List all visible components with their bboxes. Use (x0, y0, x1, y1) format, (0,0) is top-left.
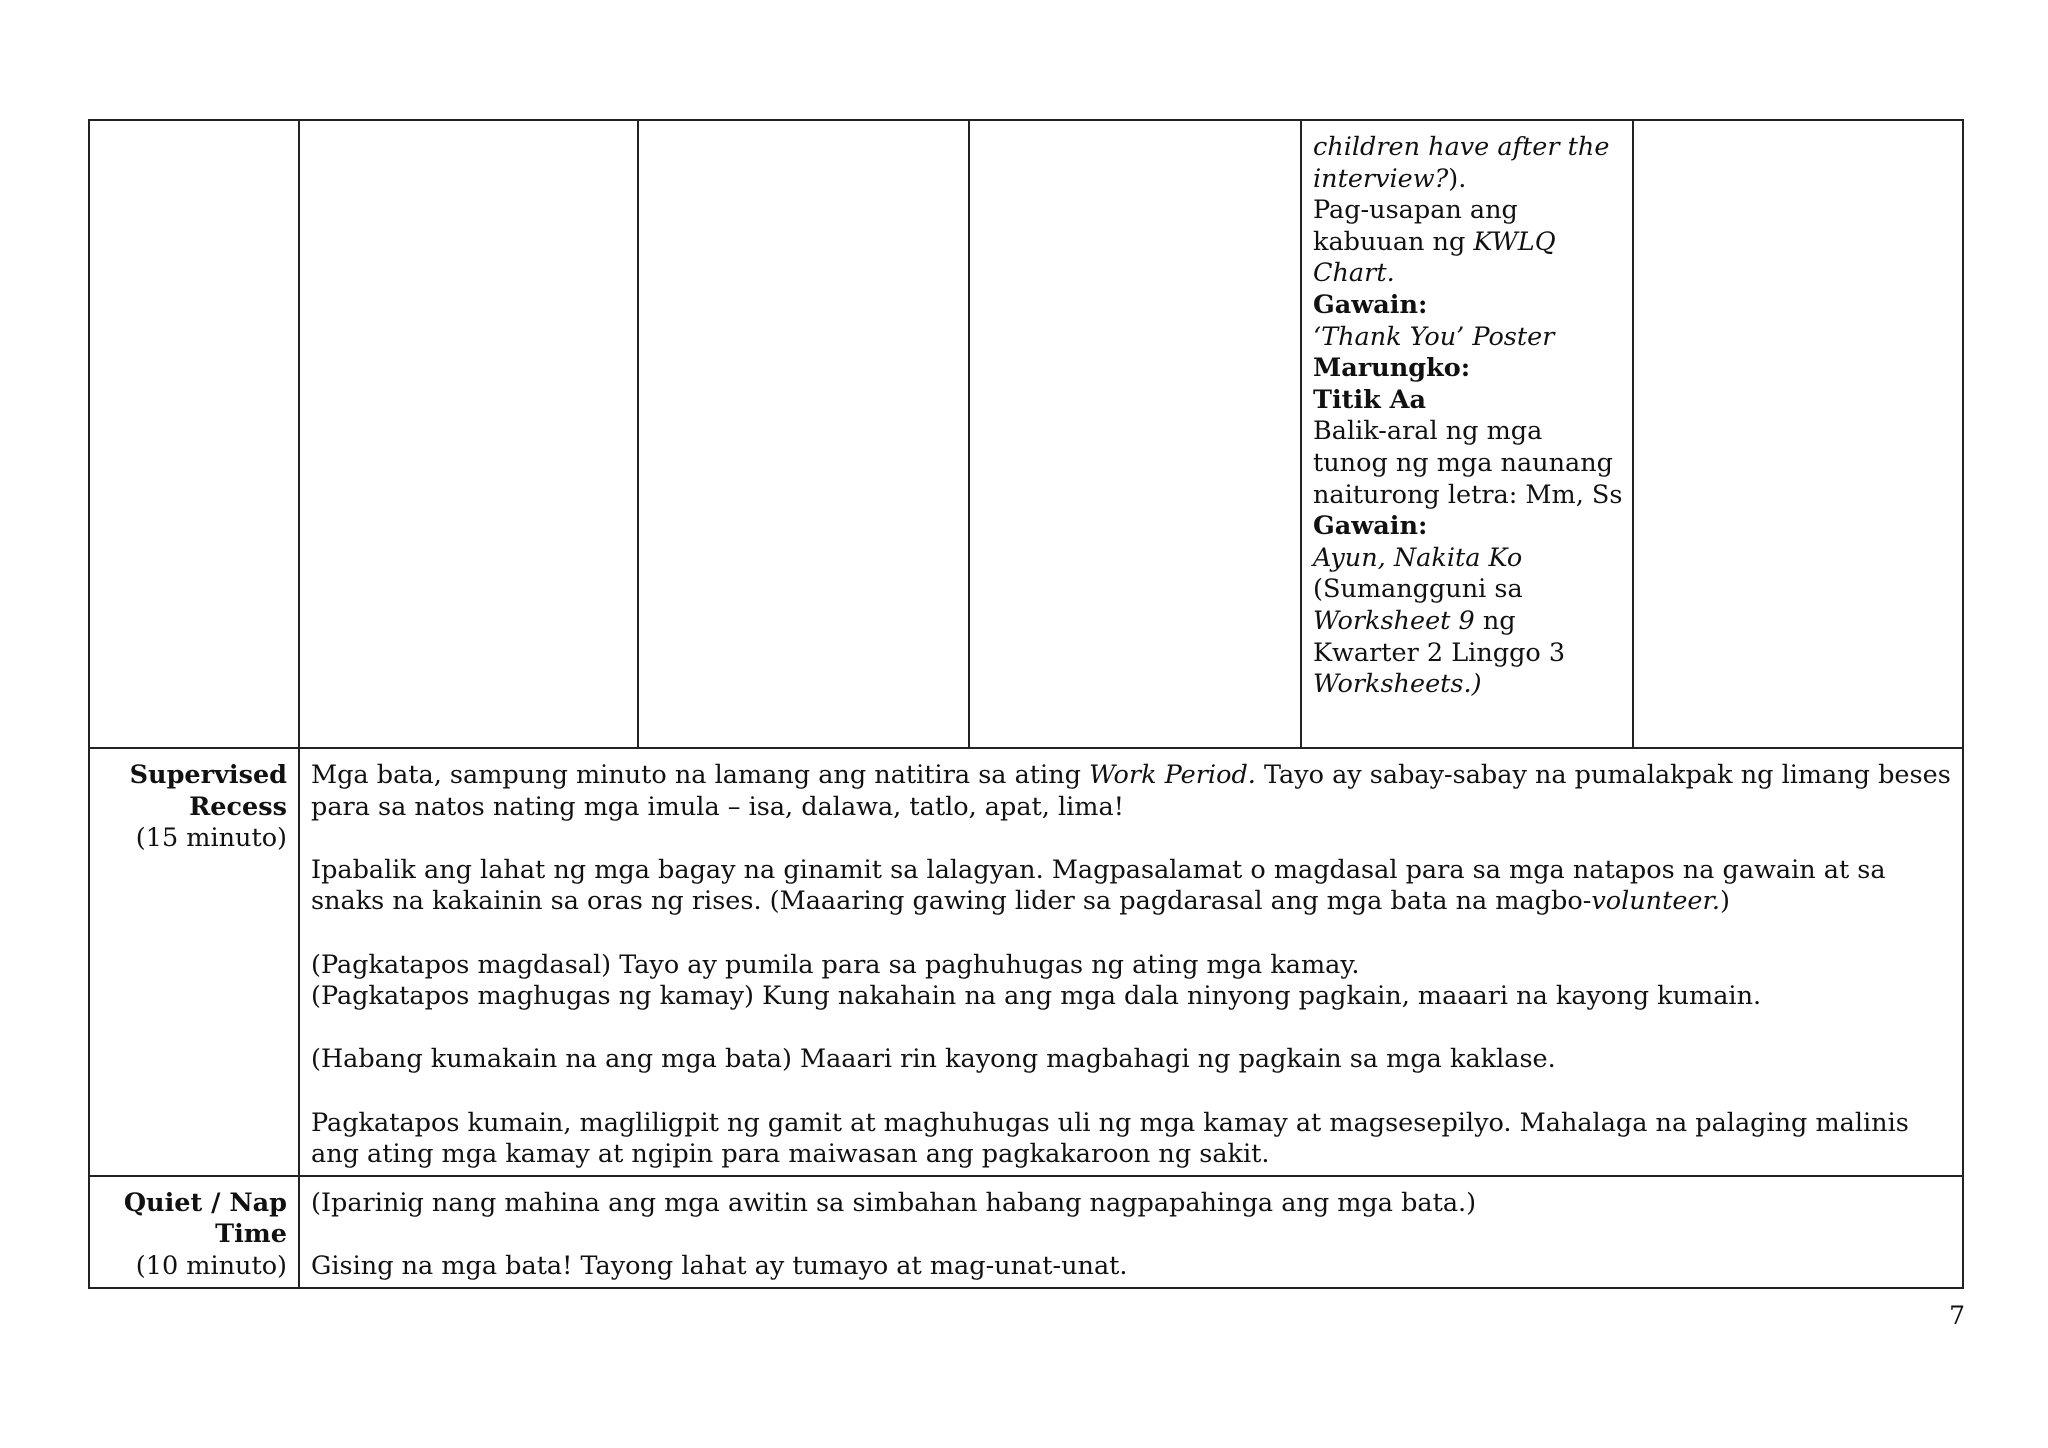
recess-paragraph-5: Pagkatapos kumain, magliligpit ng gamit at maghuhugas uli ng mga kamay at magsesepilyo. Mahalaga na palaging malinis ang ating mga kamay at ngipin para maiwasan ang pagkakaroon ng sakit. (311, 1107, 1909, 1170)
recess-paragraph-4: (Habang kumakain na ang mga bata) Maaari rin kayong magbahagi ng pagkain sa mga kaklase. (311, 1044, 1556, 1075)
letter-review-text: Balik-aral ng mga tunog ng mga naunang naiturong letra: Mm, Ss (1313, 416, 1623, 510)
supervised-recess-row (89, 748, 1963, 1176)
recess-content (299, 748, 1963, 1176)
cell-empty-1 (89, 120, 299, 748)
continuation-row (89, 120, 1963, 748)
nap-title: Quiet / Nap Time (123, 1187, 287, 1250)
titik-label: Titik Aa (1313, 384, 1426, 415)
recess-paragraph-2: Ipabalik ang lahat ng mga bagay na ginamit sa lalagyan. Magpasalamat o magdasal para sa mga natapos na gawain at sa snaks na kakainin sa oras ng rises. (Maaaring gawing lider sa pagdarasal ang mga bata na magbo-volunteer.) (311, 854, 1886, 917)
recess-duration: (15 minuto) (135, 823, 287, 854)
cell-empty-6 (1633, 120, 1963, 748)
worksheet-reference: (Sumangguni sa Worksheet 9 ng Kwarter 2 Linggo 3 Worksheets.) (1313, 574, 1566, 700)
cell-empty-3 (638, 120, 969, 748)
recess-title: Supervised Recess (129, 760, 287, 822)
nap-duration: (10 minuto) (135, 1250, 287, 1281)
ayun-nakita-ko: Ayun, Nakita Ko (1313, 542, 1523, 573)
cell-activity-details (1301, 120, 1633, 748)
thank-you-poster: ‘Thank You’ Poster (1313, 321, 1555, 352)
page-number: 7 (1949, 1301, 1965, 1330)
recess-paragraph-1: Mga bata, sampung minuto na lamang ang natitira sa ating Work Period. Tayo ay sabay-sabay na pumalakpak ng limang beses para sa natos nating mga imula – isa, dalawa, tatlo, apat, lima! (311, 760, 1951, 822)
cell-empty-4 (969, 120, 1301, 748)
marungko-label: Marungko: (1313, 353, 1471, 384)
recess-paragraph-3: (Pagkatapos magdasal) Tayo ay pumila para sa paghuhugas ng ating mga kamay. (Pagkatapos maghugas ng kamay) Kung nakahain na ang mga dala ninyong pagkain, maaari na kayong kumain. (311, 949, 1762, 1012)
interview-question-line: children have after the interview?). (1313, 132, 1610, 194)
recess-label-cell (89, 748, 299, 1176)
kwlq-discussion: Pag-usapan ang kabuuan ng KWLQ Chart. (1313, 195, 1556, 289)
nap-content (299, 1176, 1963, 1288)
quiet-nap-time-row (89, 1176, 1963, 1288)
gawain-label-2: Gawain: (1313, 511, 1428, 542)
gawain-label-1: Gawain: (1313, 289, 1428, 320)
cell-empty-2 (299, 120, 638, 748)
nap-paragraph-2: Gising na mga bata! Tayong lahat ay tumayo at mag-unat-unat. (311, 1250, 1128, 1281)
nap-paragraph-1: (Iparinig nang mahina ang mga awitin sa simbahan habang nagpapahinga ang mga bata.) (311, 1187, 1477, 1218)
lesson-plan-table (88, 119, 1964, 1289)
nap-label-cell (89, 1176, 299, 1288)
